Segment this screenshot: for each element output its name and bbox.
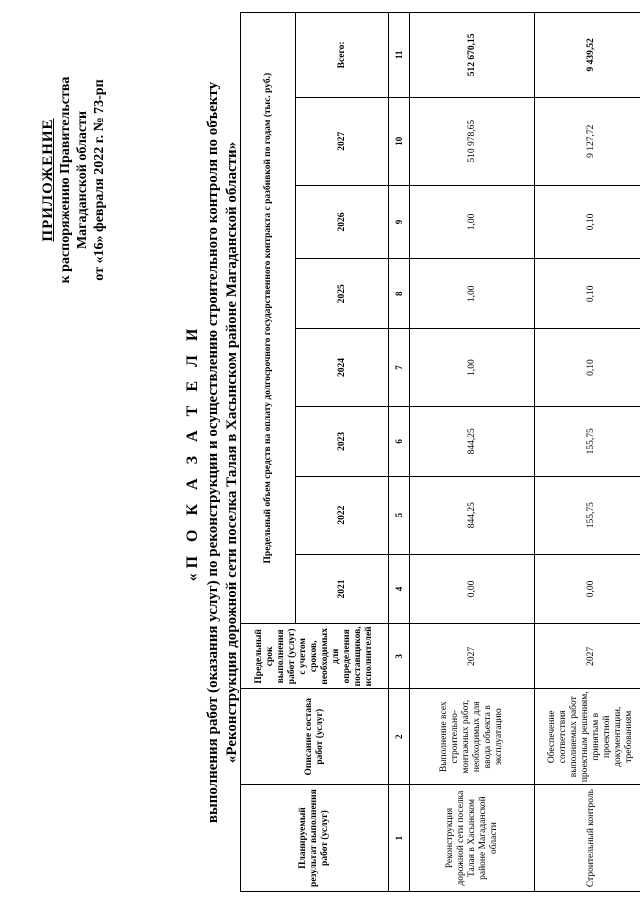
cell-value: 1,00	[410, 185, 535, 259]
title-line-2: выполнения работ (оказания услуг) по реконструкции и осуществлению строительного контроля по объекту	[205, 81, 221, 824]
cell-value: 1,00	[410, 259, 535, 329]
indicators-table	[240, 12, 640, 892]
appendix-line-1: к распоряжению Правительства	[58, 76, 73, 284]
header-year: 2025	[296, 259, 389, 329]
header-total: Всего:	[296, 13, 389, 98]
header-year: 2023	[296, 406, 389, 476]
table-row	[410, 13, 535, 892]
cell-value: 0,10	[535, 259, 640, 329]
cell-value: 155,75	[535, 406, 640, 476]
title-line-3: «Реконструкция дорожной сети поселка Талая в Хасынском районе Магаданской области»	[224, 141, 240, 764]
cell-value: 844,25	[410, 406, 535, 476]
appendix-heading: ПРИЛОЖЕНИЕ	[40, 118, 56, 242]
column-number: 1	[389, 785, 410, 892]
header-year: 2024	[296, 329, 389, 407]
cell-value: 1,00	[410, 329, 535, 407]
document-title	[182, 0, 242, 905]
cell-value: 0,00	[410, 554, 535, 624]
cell-value: 9 127,72	[535, 97, 640, 185]
cell-value: 0,10	[535, 185, 640, 259]
cell-result: Реконструкция дорожной сети поселка Талая в Хасынском районе Магаданской области	[410, 785, 535, 892]
cell-result: Строительный контроль	[535, 785, 640, 892]
header-limit: Предельный объем средств на оплату долгосрочного государственного контракта с разбивкой по годам (тыс. руб.)	[241, 13, 296, 624]
header-year: 2022	[296, 476, 389, 554]
appendix-block	[40, 0, 108, 360]
column-number: 4	[389, 554, 410, 624]
header-year: 2026	[296, 185, 389, 259]
cell-value: 510 978,65	[410, 97, 535, 185]
appendix-line-2: Магаданской области	[75, 110, 90, 250]
cell-total: 512 670,15	[410, 13, 535, 98]
cell-description: Выполнение всех строительно-монтажных работ, необходимых для ввода объекта в эксплуатацию	[410, 689, 535, 785]
header-year: 2027	[296, 97, 389, 185]
cell-value: 0,00	[535, 554, 640, 624]
header-year: 2021	[296, 554, 389, 624]
column-number: 6	[389, 406, 410, 476]
column-number: 10	[389, 97, 410, 185]
column-number-row	[389, 13, 410, 892]
column-number: 3	[389, 624, 410, 689]
cell-value: 0,10	[535, 329, 640, 407]
header-deadline: Предельный срок выполнения работ (услуг) с учетом сроков, необходимых для определения поставщиков, исполнителей	[241, 624, 389, 689]
column-number: 9	[389, 185, 410, 259]
header-result: Планируемый результат выполнения работ (услуг)	[241, 785, 389, 892]
column-number: 2	[389, 689, 410, 785]
column-number: 11	[389, 13, 410, 98]
cell-deadline: 2027	[410, 624, 535, 689]
table-row	[535, 13, 640, 892]
cell-value: 155,75	[535, 476, 640, 554]
cell-value: 844,25	[410, 476, 535, 554]
cell-deadline: 2027	[535, 624, 640, 689]
column-number: 8	[389, 259, 410, 329]
header-row-1	[241, 13, 296, 892]
column-number: 5	[389, 476, 410, 554]
column-number: 7	[389, 329, 410, 407]
header-description: Описание состава работ (услуг)	[241, 689, 389, 785]
cell-description: Обеспечение соответствия выполняемых работ проектным решениям, принятым в проектной документации, требованиям	[535, 689, 640, 785]
appendix-line-3: от «16» февраля 2022 г. № 73-рп	[92, 79, 107, 281]
cell-total: 9 439,52	[535, 13, 640, 98]
title-line-1: «П О К А З А Т Е Л И	[184, 323, 201, 582]
